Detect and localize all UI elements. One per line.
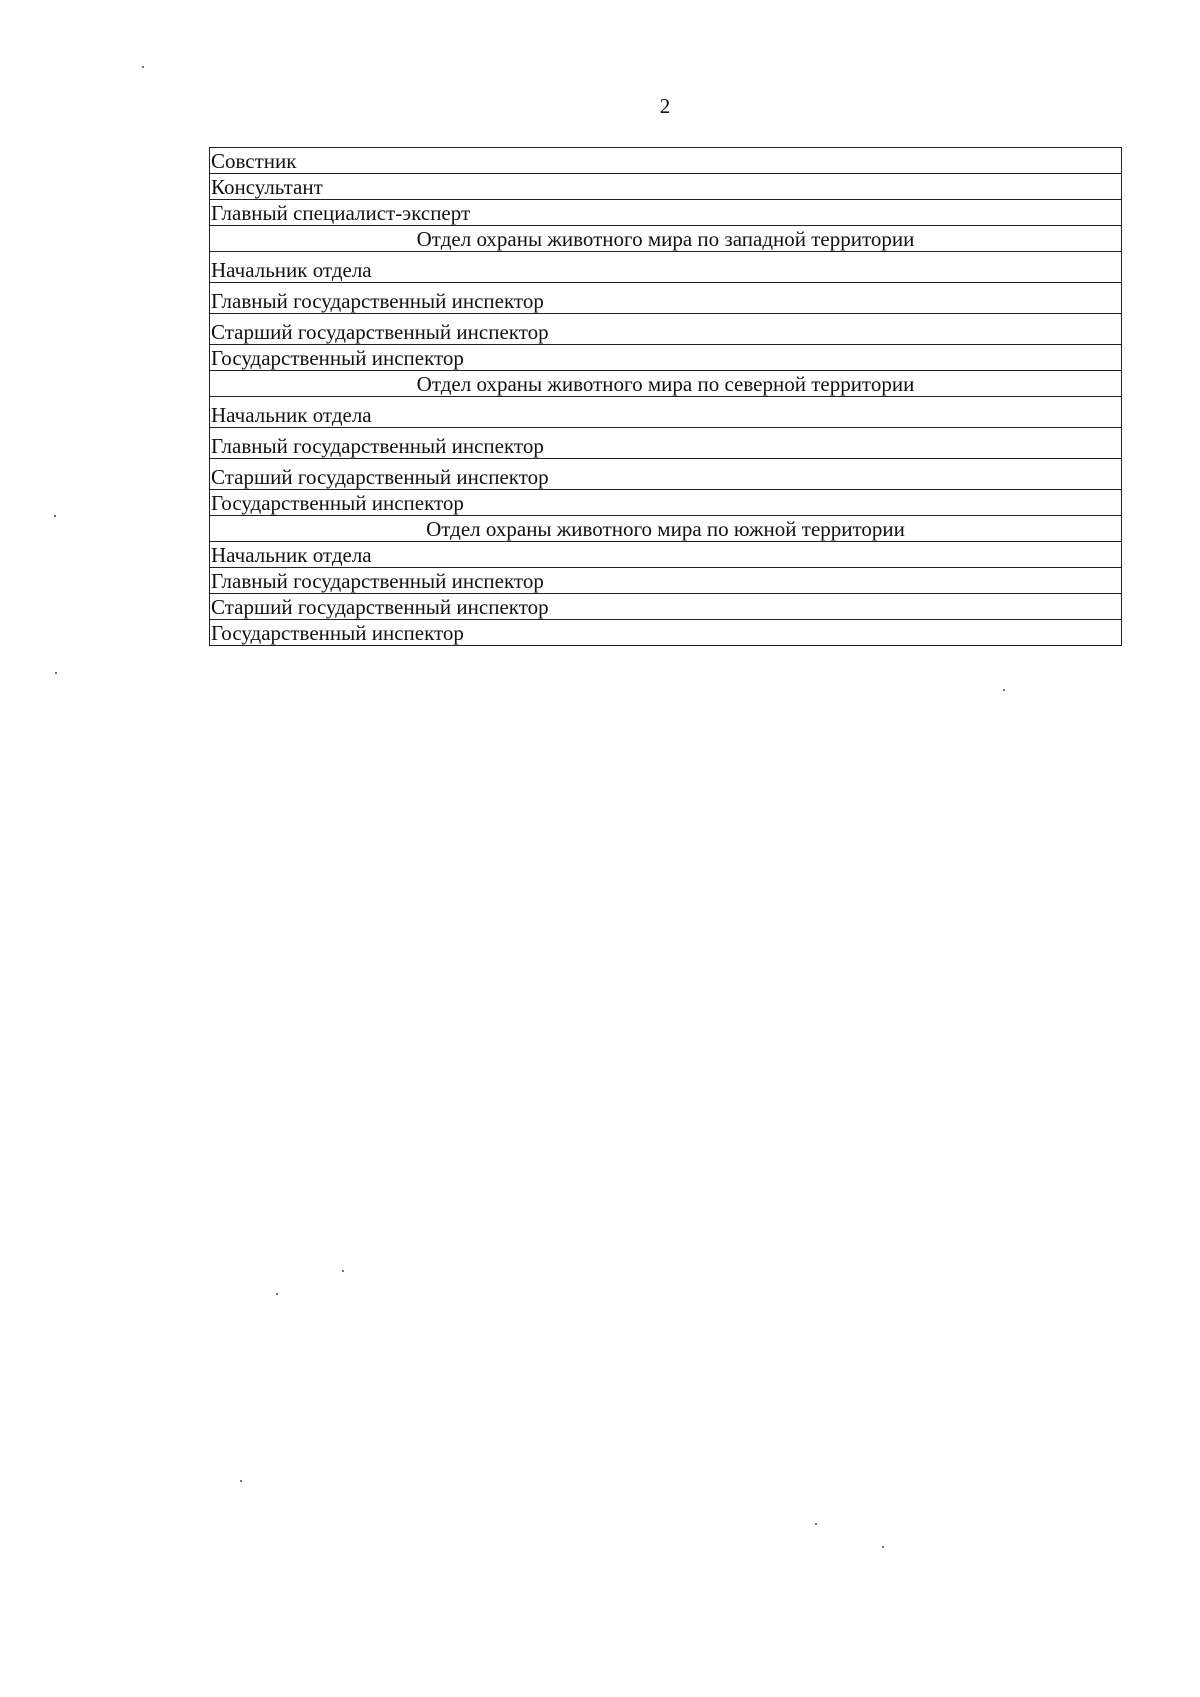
table-row xyxy=(210,459,1122,490)
position-cell: Главный государственный инспектор xyxy=(210,428,1122,459)
table-row xyxy=(210,345,1122,371)
table-row xyxy=(210,397,1122,428)
scan-speck xyxy=(55,672,57,674)
table-row xyxy=(210,200,1122,226)
department-header-cell: Отдел охраны животного мира по северной территории xyxy=(210,371,1122,397)
position-cell: Старший государственный инспектор xyxy=(210,314,1122,345)
department-header-cell: Отдел охраны животного мира по западной территории xyxy=(210,226,1122,252)
position-cell: Государственный инспектор xyxy=(210,345,1122,371)
page-number: 2 xyxy=(659,94,671,118)
position-cell: Начальник отдела xyxy=(210,542,1122,568)
positions-table-container xyxy=(209,147,1122,646)
scan-speck xyxy=(276,1293,278,1295)
position-cell: Начальник отдела xyxy=(210,397,1122,428)
table-row xyxy=(210,148,1122,174)
scan-speck xyxy=(54,515,56,517)
department-header-row xyxy=(210,371,1122,397)
table-row xyxy=(210,252,1122,283)
table-row xyxy=(210,490,1122,516)
scan-speck xyxy=(142,66,144,68)
table-row xyxy=(210,542,1122,568)
scan-speck xyxy=(882,1546,884,1548)
scan-speck xyxy=(1003,689,1005,691)
table-row xyxy=(210,314,1122,345)
scan-speck xyxy=(342,1270,344,1272)
positions-table xyxy=(209,147,1122,646)
positions-table-body xyxy=(210,148,1122,646)
table-row xyxy=(210,283,1122,314)
table-row xyxy=(210,620,1122,646)
position-cell: Совстник xyxy=(210,148,1122,174)
table-row xyxy=(210,568,1122,594)
position-cell: Старший государственный инспектор xyxy=(210,594,1122,620)
table-row xyxy=(210,174,1122,200)
department-header-row xyxy=(210,226,1122,252)
position-cell: Главный государственный инспектор xyxy=(210,283,1122,314)
position-cell: Государственный инспектор xyxy=(210,620,1122,646)
position-cell: Старший государственный инспектор xyxy=(210,459,1122,490)
position-cell: Начальник отдела xyxy=(210,252,1122,283)
position-cell: Главный государственный инспектор xyxy=(210,568,1122,594)
scan-speck xyxy=(815,1523,817,1525)
scan-speck xyxy=(240,1480,242,1482)
position-cell: Главный специалист-эксперт xyxy=(210,200,1122,226)
department-header-cell: Отдел охраны животного мира по южной территории xyxy=(210,516,1122,542)
department-header-row xyxy=(210,516,1122,542)
position-cell: Консультант xyxy=(210,174,1122,200)
position-cell: Государственный инспектор xyxy=(210,490,1122,516)
table-row xyxy=(210,594,1122,620)
table-row xyxy=(210,428,1122,459)
